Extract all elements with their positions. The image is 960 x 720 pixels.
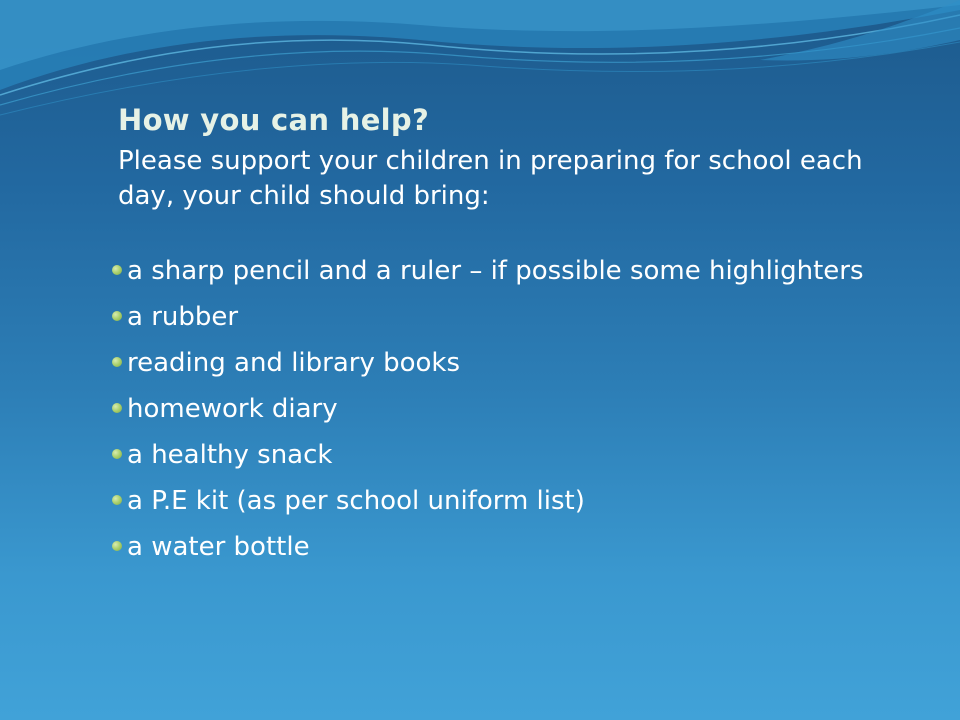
bullet-icon [112, 357, 122, 367]
bullet-icon [112, 403, 122, 413]
bullet-icon [112, 265, 122, 275]
list-item-text: a P.E kit (as per school uniform list) [127, 486, 585, 516]
list-item [112, 392, 872, 426]
bullet-icon [112, 449, 122, 459]
list-item-text: a sharp pencil and a ruler – if possible some highlighters [127, 256, 864, 286]
bullet-icon [112, 495, 122, 505]
list-item-text: a water bottle [127, 532, 310, 562]
list-item-text: a healthy snack [127, 440, 333, 470]
list-item [112, 438, 872, 472]
list-item [112, 346, 872, 380]
bullet-list [112, 254, 872, 564]
list-item-text: a rubber [127, 302, 239, 332]
list-item [112, 484, 872, 518]
slide-title: How you can help? [118, 103, 430, 137]
slide-intro: Please support your children in preparing for school each day, your child should bring: [118, 146, 863, 211]
bullet-icon [112, 311, 122, 321]
list-item-text: reading and library books [127, 348, 461, 378]
list-item [112, 254, 872, 288]
list-item-text: homework diary [127, 394, 338, 424]
slide-content [118, 100, 878, 576]
list-item [112, 300, 872, 334]
bullet-icon [112, 541, 122, 551]
list-item [112, 530, 872, 564]
